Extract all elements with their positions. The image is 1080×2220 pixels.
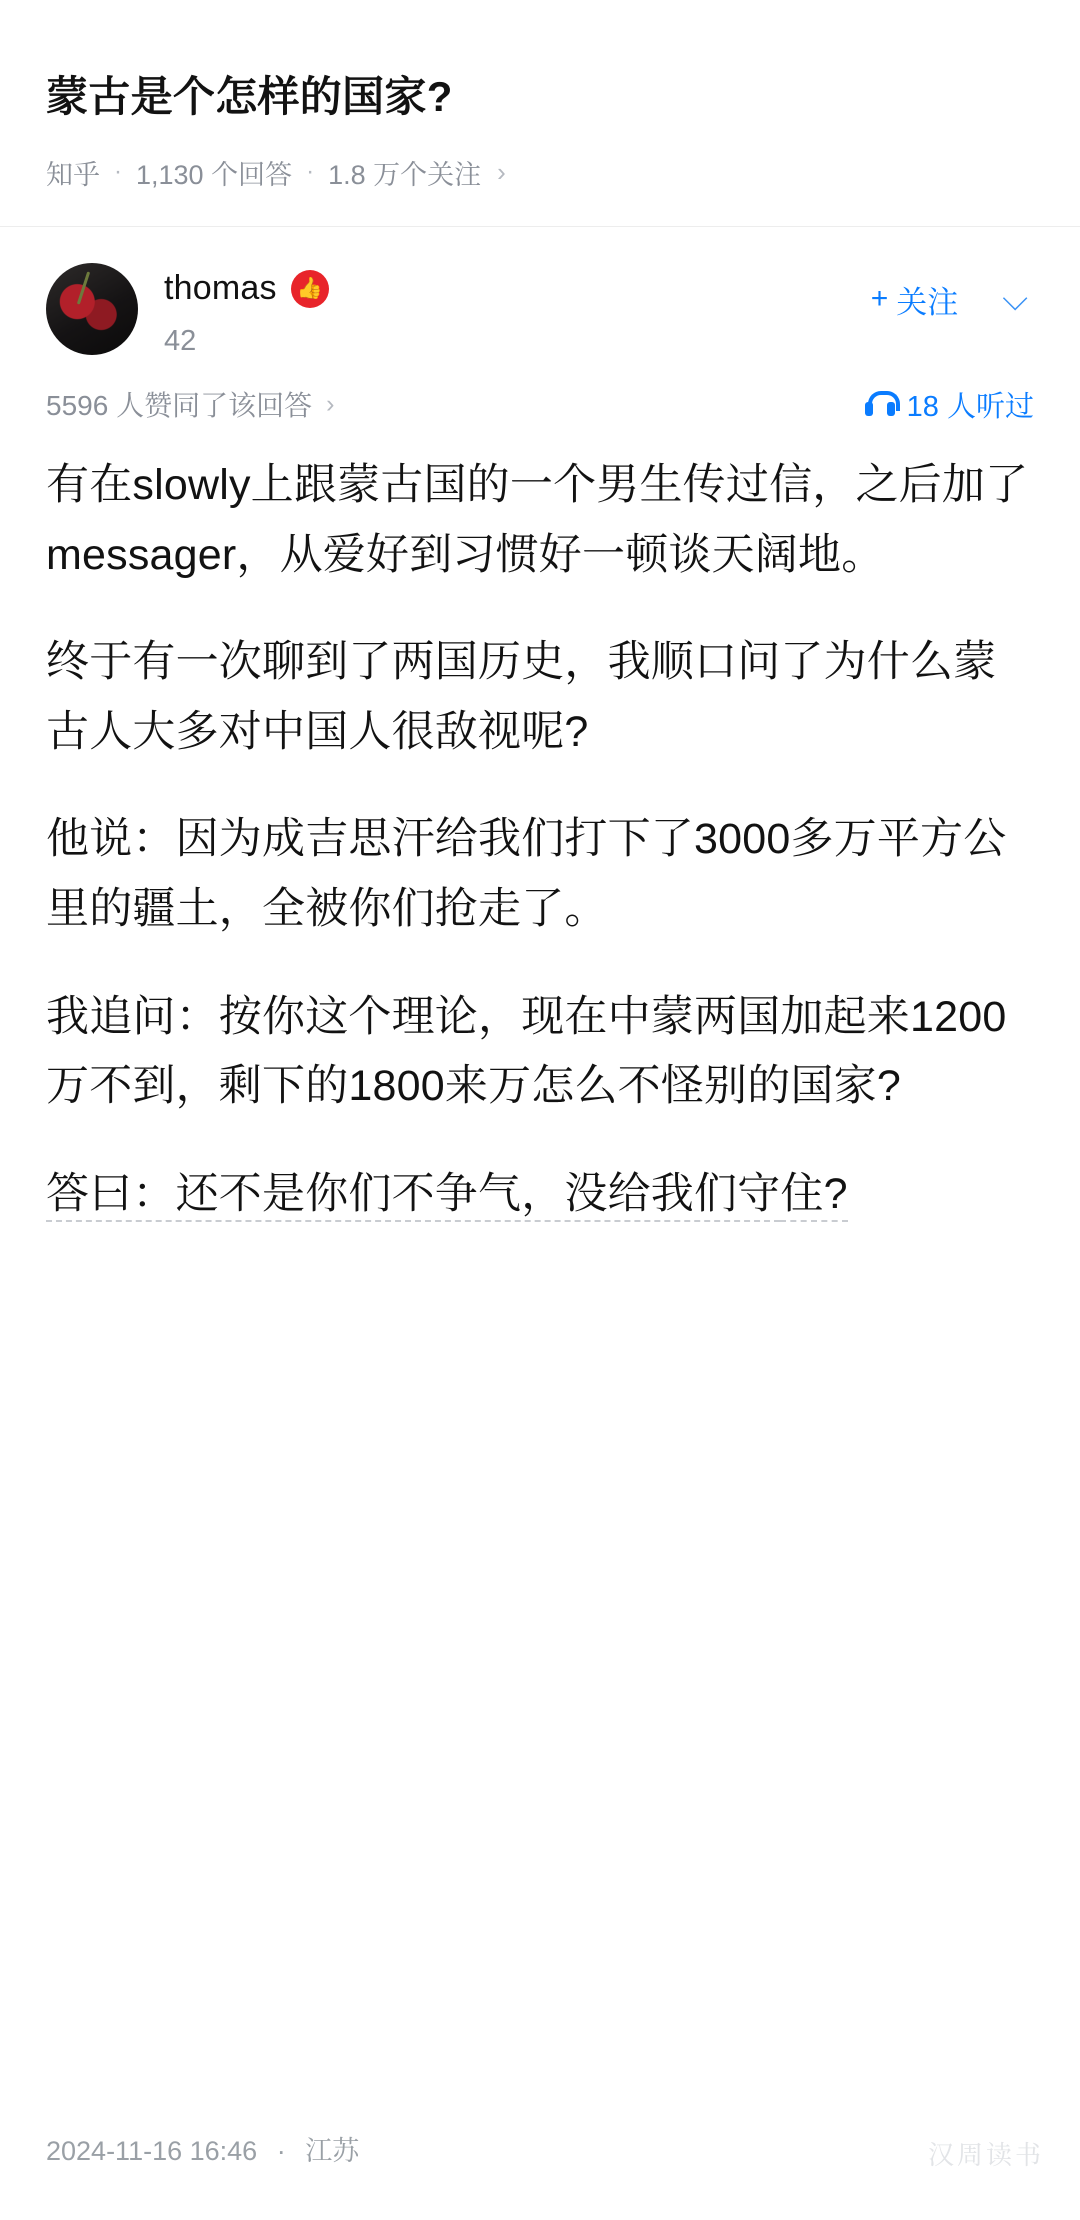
answer-paragraph-3: 他说：因为成吉思汗给我们打下了3000多万平方公里的疆土，全被你们抢走了。	[46, 815, 1007, 934]
answer-footer	[46, 2129, 359, 2168]
answers-count: 1,130 个回答	[136, 159, 293, 190]
answer-paragraph-2: 终于有一次聊到了两国历史，我顺口问了为什么蒙古人大多对中国人很敌视呢?	[46, 638, 997, 756]
location-label: 江苏	[305, 2136, 360, 2167]
answer-paragraph-4: 我追问：按你这个理论，现在中蒙两国加起来1200万不到，剩下的1800来万怎么不怪别的国家?	[46, 992, 1007, 1111]
listen-count-label: 18 人听过	[906, 390, 1034, 423]
header-divider	[0, 226, 1080, 227]
approval-info[interactable]	[46, 384, 334, 424]
author-row	[46, 263, 1034, 358]
listen-button[interactable]	[865, 384, 1034, 425]
vote-row	[46, 384, 1034, 425]
meta-dot-2: ·	[306, 158, 315, 186]
chevron-right-icon[interactable]: ›	[497, 157, 506, 188]
answer-paragraph-5-part1: 答曰：还不是你们不争气，没给我们守	[46, 1170, 780, 1222]
answer-paragraph-1: 有在slowly上跟蒙古国的一个男生传过信，之后加了messager，从爱好到习惯好一顿谈天阔地。	[46, 460, 1029, 579]
answer-paragraph-5	[46, 1160, 1034, 1230]
question-meta[interactable]	[46, 153, 1034, 192]
answer-page	[0, 28, 1080, 2220]
watermark: 汉周读书	[927, 2140, 1044, 2171]
chevron-double-down-icon[interactable]: ⌵	[1002, 280, 1028, 319]
page-title: 蒙古是个怎样的国家?	[46, 73, 453, 121]
chevron-right-icon-2: ›	[326, 389, 335, 418]
footer-separator: ·	[276, 2136, 286, 2167]
timestamp: 2024-11-16 16:46	[46, 2136, 258, 2167]
answer-body	[46, 451, 1034, 1230]
follow-button[interactable]	[871, 277, 959, 322]
approval-text: 5596 人赞同了该回答	[46, 390, 313, 422]
author-name[interactable]: thomas	[164, 269, 277, 308]
author-sub-label: 42	[164, 324, 197, 357]
thumbs-up-badge-icon: 👍	[291, 270, 329, 308]
followers-count: 1.8 万个关注	[328, 159, 482, 190]
follow-area	[871, 277, 1034, 322]
avatar[interactable]	[46, 263, 138, 355]
meta-dot-1: ·	[114, 158, 122, 186]
headphone-icon	[865, 391, 895, 417]
source-label: 知乎	[46, 159, 100, 190]
answer-paragraph-5-part2: 住?	[780, 1170, 847, 1222]
plus-icon: +	[870, 282, 889, 316]
follow-button-label: 关注	[896, 284, 959, 320]
